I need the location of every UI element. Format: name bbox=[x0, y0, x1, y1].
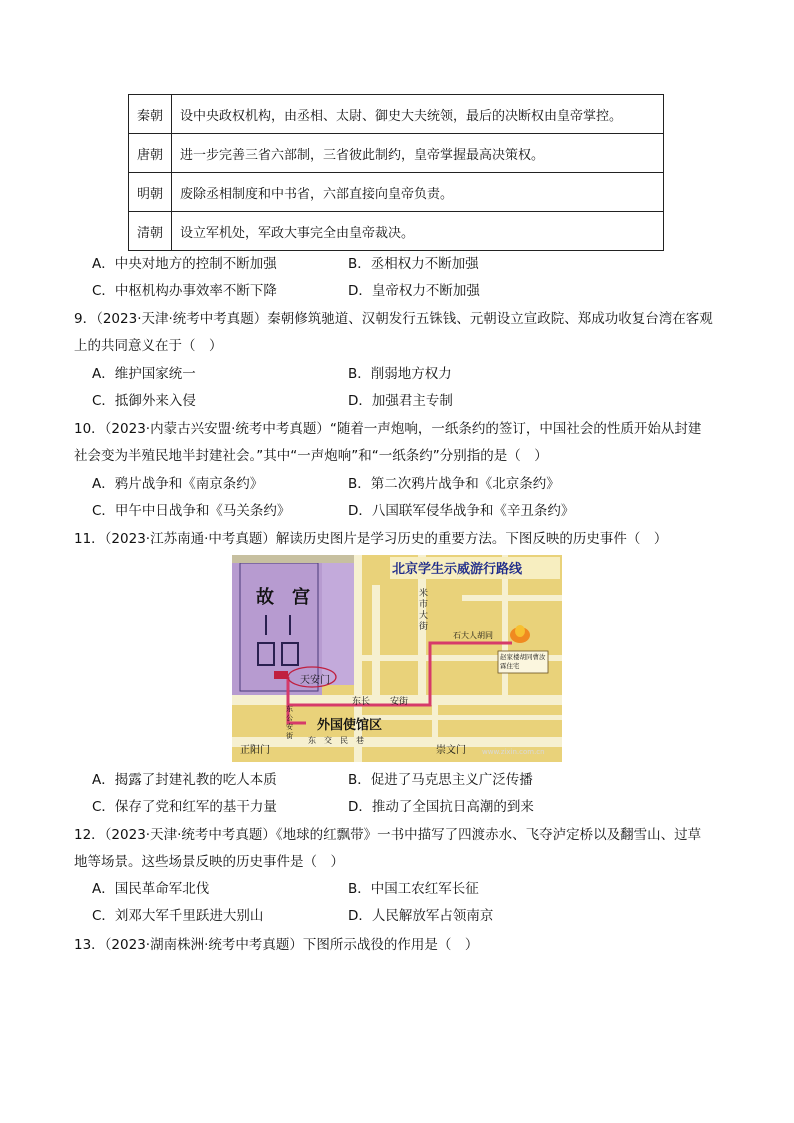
q9-stem: 9．（2023·天津·统考中考真题）秦朝修筑驰道、汉朝发行五铢钱、元朝设立宣政院、郑成功收复台湾在客观上的共同意义在于（ ） bbox=[74, 311, 713, 354]
q12-stem: 12．（2023·天津·统考中考真题）《地球的红飘带》一书中描写了四渡赤水、飞夺泸定桥以及翻雪山、过草地等场景。这些场景反映的历史事件是（ ） bbox=[74, 827, 702, 870]
table-row bbox=[129, 134, 664, 173]
q12-option-b[interactable]: B．中国工农红军长征 bbox=[348, 881, 479, 897]
q11-stem: 11．（2023·江苏南通·中考真题）解读历史图片是学习历史的重要方法。下图反映的历史事件（ ） bbox=[74, 531, 668, 547]
donggongan-label: 东公安街 bbox=[286, 705, 293, 740]
dynasty-cell: 秦朝 bbox=[129, 95, 172, 134]
map-watermark: www.zixin.com.cn bbox=[482, 748, 545, 756]
tiananmen-label: 天安门 bbox=[300, 675, 330, 686]
q10-stem: 10．（2023·内蒙古兴安盟·统考中考真题）“随着一声炮响，一纸条约的签订，中国社会的性质开始从封建社会变为半殖民地半封建社会。”其中“一声炮响”和“一纸条约”分别指的是（ ） bbox=[74, 421, 702, 464]
table-row bbox=[129, 173, 664, 212]
anjie-label: 安街 bbox=[390, 697, 409, 707]
q8-option-d[interactable]: D．皇帝权力不断加强 bbox=[348, 283, 480, 299]
chongwenmen-label: 崇文门 bbox=[436, 745, 466, 756]
q12-option-d[interactable]: D．人民解放军占领南京 bbox=[348, 908, 494, 924]
q9-option-a[interactable]: A．维护国家统一 bbox=[92, 366, 196, 382]
q8-option-a[interactable]: A．中央对地方的控制不断加强 bbox=[92, 256, 277, 272]
q10-option-b[interactable]: B．第二次鸦片战争和《北京条约》 bbox=[348, 476, 560, 492]
dongjiaomin-label: 东 交 民 巷 bbox=[308, 736, 364, 745]
description-cell: 设中央政权机构，由丞相、太尉、御史大夫统领，最后的决断权由皇帝掌控。 bbox=[172, 95, 664, 134]
q10-option-a[interactable]: A．鸦片战争和《南京条约》 bbox=[92, 476, 264, 492]
q10-option-c[interactable]: C．甲午中日战争和《马关条约》 bbox=[92, 503, 291, 519]
zhaojialou-label: 赵家楼胡同曹汝霖住宅 bbox=[500, 653, 546, 670]
q10-option-d[interactable]: D．八国联军侵华战争和《辛丑条约》 bbox=[348, 503, 575, 519]
dynasty-cell: 明朝 bbox=[129, 173, 172, 212]
q13-stem: 13．（2023·湖南株洲·统考中考真题）下图所示战役的作用是（ ） bbox=[74, 937, 479, 953]
dynasty-cell: 唐朝 bbox=[129, 134, 172, 173]
q9-option-c[interactable]: C．抵御外来入侵 bbox=[92, 393, 196, 409]
q11-option-b[interactable]: B．促进了马克思主义广泛传播 bbox=[348, 772, 533, 788]
table-row bbox=[129, 212, 664, 251]
zhengyangmen-label: 正阳门 bbox=[240, 745, 270, 756]
description-cell: 进一步完善三省六部制，三省彼此制约，皇帝掌握最高决策权。 bbox=[172, 134, 664, 173]
table-row bbox=[129, 95, 664, 134]
legation-label: 外国使馆区 bbox=[317, 718, 383, 733]
q8-option-b[interactable]: B．丞相权力不断加强 bbox=[348, 256, 479, 272]
q11-option-c[interactable]: C．保存了党和红军的基干力量 bbox=[92, 799, 277, 815]
q12-option-a[interactable]: A．国民革命军北伐 bbox=[92, 881, 210, 897]
mishi-label: 米市大街 bbox=[419, 589, 429, 632]
q9-option-d[interactable]: D．加强君主专制 bbox=[348, 393, 453, 409]
description-cell: 设立军机处，军政大事完全由皇帝裁决。 bbox=[172, 212, 664, 251]
description-cell: 废除丞相制度和中书省，六部直接向皇帝负责。 bbox=[172, 173, 664, 212]
demonstration-route-map bbox=[232, 555, 562, 762]
map-title: 北京学生示威游行路线 bbox=[392, 562, 523, 577]
shidaren-label: 石大人胡同 bbox=[453, 631, 493, 640]
palace-label: 故 宫 bbox=[256, 587, 310, 608]
dongchang-label: 东长 bbox=[352, 697, 371, 707]
q8-option-c[interactable]: C．中枢机构办事效率不断下降 bbox=[92, 283, 277, 299]
dynasty-cell: 清朝 bbox=[129, 212, 172, 251]
q12-option-c[interactable]: C．刘邓大军千里跃进大别山 bbox=[92, 908, 264, 924]
q9-option-b[interactable]: B．削弱地方权力 bbox=[348, 366, 452, 382]
q11-option-a[interactable]: A．揭露了封建礼教的吃人本质 bbox=[92, 772, 277, 788]
dynasty-table bbox=[128, 94, 664, 251]
q11-option-d[interactable]: D．推动了全国抗日高潮的到来 bbox=[348, 799, 534, 815]
